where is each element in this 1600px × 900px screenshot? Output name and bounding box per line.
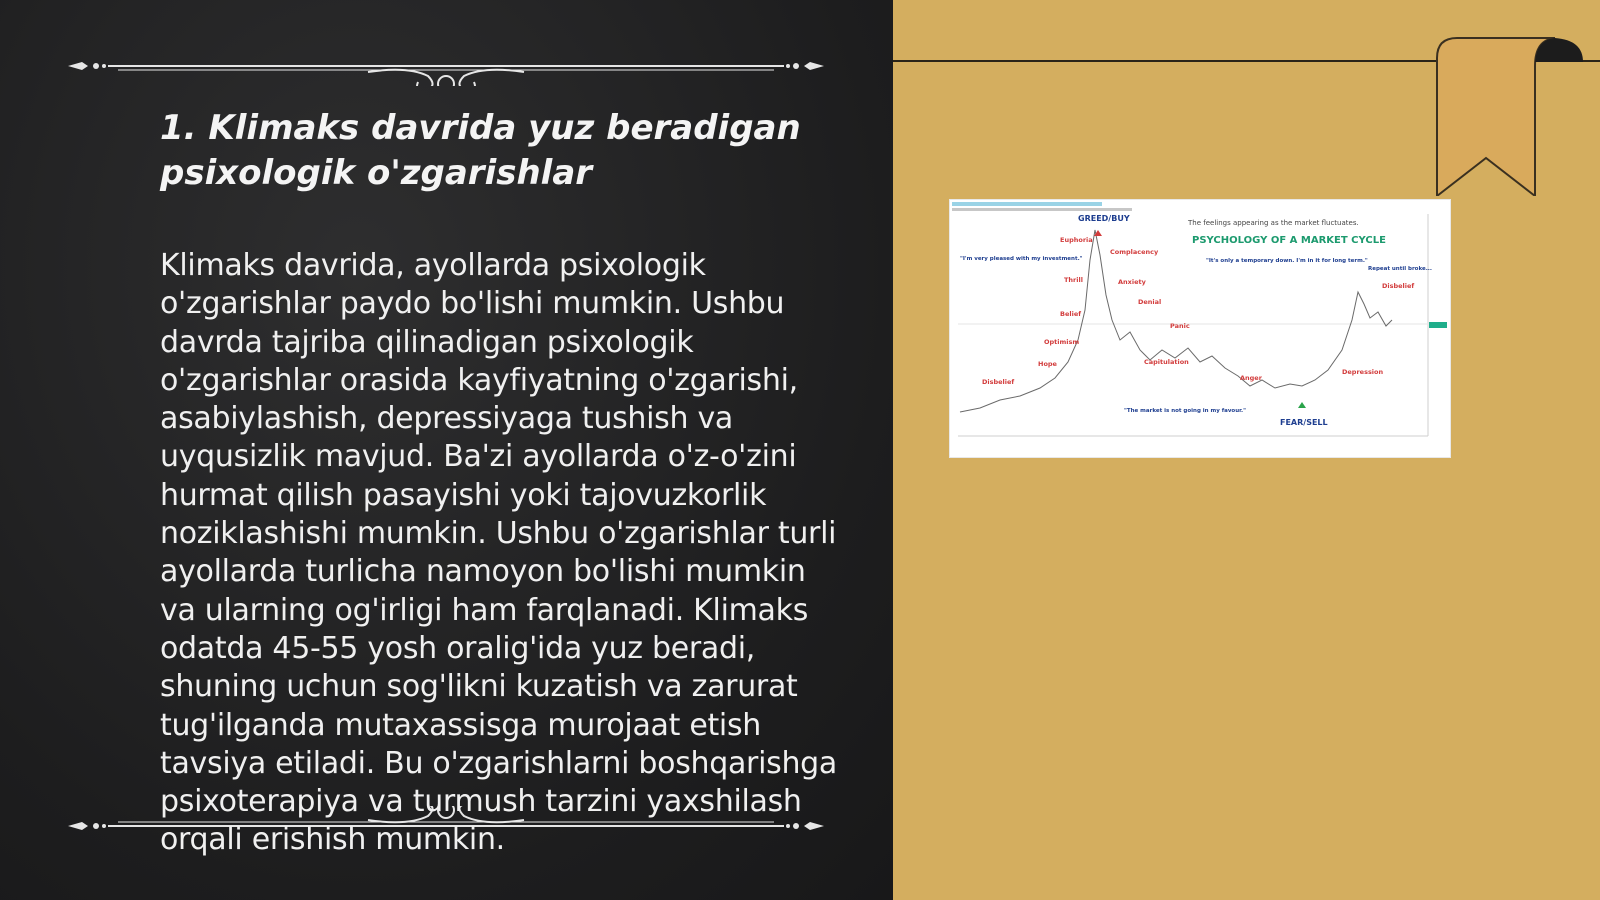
bookmark-ribbon-icon — [1435, 36, 1585, 196]
stage-label: Complacency — [1110, 248, 1159, 256]
chart-image-quote: "I'm very pleased with my investment." — [960, 256, 1083, 262]
stage-label: Disbelief — [1382, 282, 1415, 290]
stage-label: Anger — [1240, 374, 1262, 382]
stage-label: Thrill — [1064, 276, 1083, 284]
stage-label: Disbelief — [982, 378, 1015, 386]
stage-label: Anxiety — [1118, 278, 1146, 286]
chart-image-quote: "The market is not going in my favour." — [1124, 408, 1247, 414]
stage-label: Hope — [1038, 360, 1057, 368]
stage-label: Euphoria — [1060, 236, 1093, 244]
stage-label: Belief — [1060, 310, 1082, 318]
stage-label: Denial — [1138, 298, 1162, 306]
stage-label: Depression — [1342, 368, 1384, 376]
stage-label: Optimism — [1044, 338, 1080, 346]
chart-image-heading: PSYCHOLOGY OF A MARKET CYCLE — [1192, 235, 1386, 246]
chart-image-bottom-label: FEAR/SELL — [1280, 418, 1328, 427]
slide-body-text: Klimaks davrida, ayollarda psixologik o'zgarishlar paydo bo'lishi mumkin. Ushbu davrda tajriba qilinadigan psixologik o'zgarishlar orasida kayfiyatning o'zgarishi, asabiylashish, depressiyaga tushish va uyqusizlik mavjud. Ba'zi ayollarda o'z-o'zini hurmat qilish pasayishi yoki tajovuzkorlik noziklashishi mumkin. Ushbu o'zgarishlar turli ayollarda turlicha namoyon bo'lishi mumkin va ularning og'irligi ham farqlanadi. Klimaks odatda 45-55 yosh oralig'ida yuz beradi, shuning uchun sog'likni kuzatish va zarurat tug'ilganda mutaxassisga murojaat etish tavsiya etiladi. Bu o'zgarishlarni boshqarishga psixoterapiya va turmush tarzini yaxshilash orqali erishish mumkin. — [160, 248, 837, 858]
chart-image-top-label: GREED/BUY — [1078, 214, 1130, 223]
chart-image-subtitle: The feelings appearing as the market fluctuates. — [1188, 219, 1359, 227]
ornament-divider-top — [68, 46, 824, 86]
stage-label: Panic — [1170, 322, 1190, 330]
chart-image-quote: Repeat until broke... — [1368, 266, 1432, 272]
market-cycle-chart-image — [950, 200, 1450, 457]
chart-image-quote: "It's only a temporary down. I'm in it for long term." — [1206, 258, 1368, 264]
stage-label: Capitulation — [1144, 358, 1189, 366]
slide-title: 1. Klimaks davrida yuz beradigan psixologik o'zgarishlar — [160, 108, 801, 193]
